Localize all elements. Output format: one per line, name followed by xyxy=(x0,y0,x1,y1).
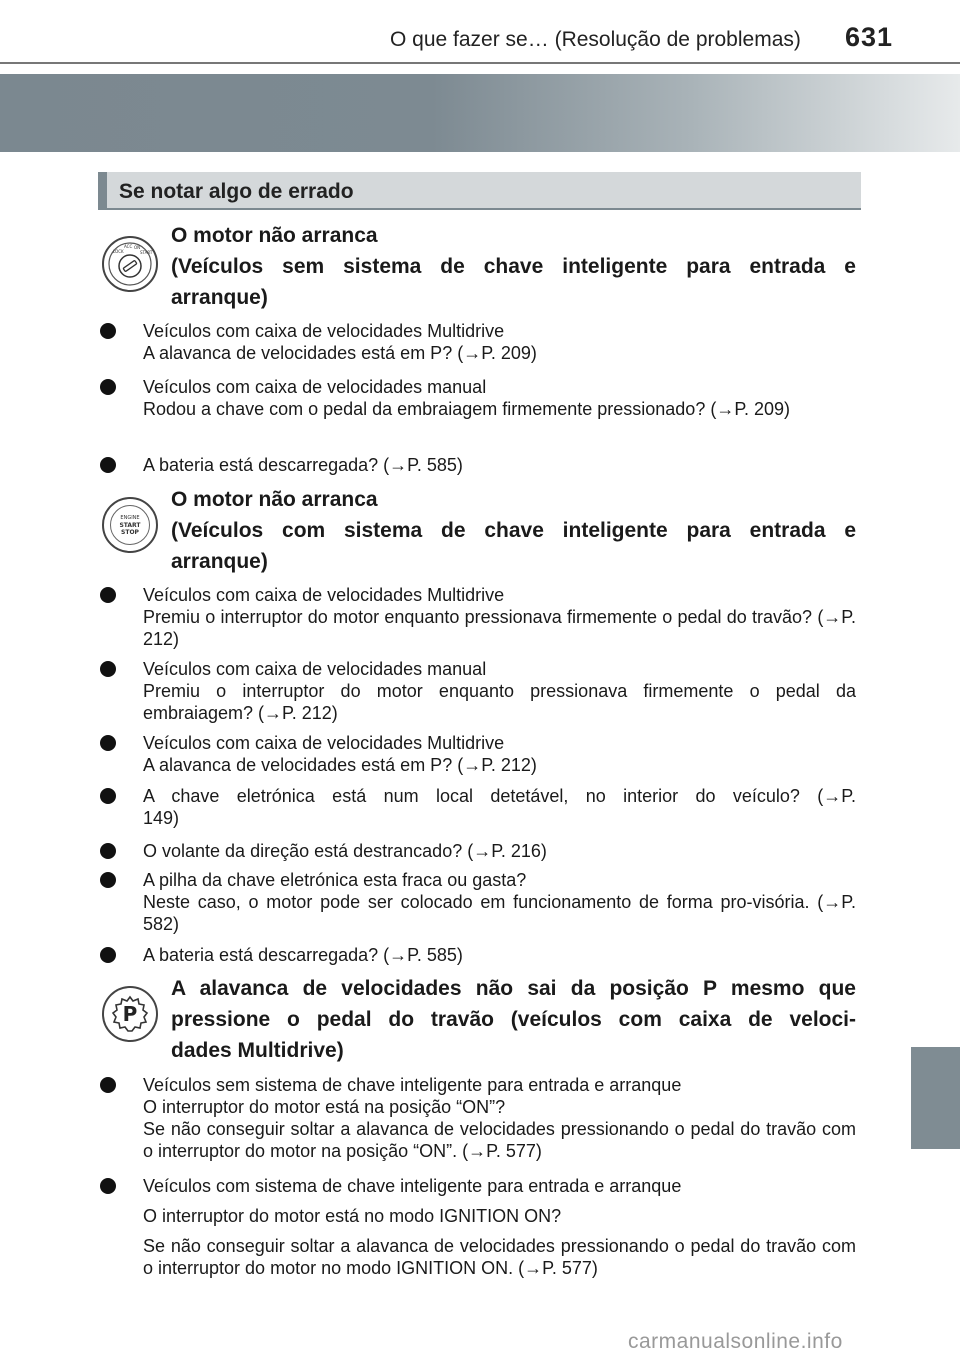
svg-text:ENGINE: ENGINE xyxy=(120,515,140,521)
section-title-bar xyxy=(98,172,861,210)
engine-start-stop-icon xyxy=(102,497,158,553)
section-title: Se notar algo de errado xyxy=(119,180,354,203)
bullet-icon xyxy=(100,788,116,804)
watermark: carmanualsonline.info xyxy=(628,1330,843,1353)
bullet-icon xyxy=(100,872,116,888)
svg-text:P: P xyxy=(122,1002,138,1026)
page-number: 631 xyxy=(845,22,894,52)
subsection-heading-3: A alavanca de velocidades não sai da posição P mesmo que pressione o pedal do travão (veículos com caixa de veloci- dades Multidrive) xyxy=(171,977,856,1062)
running-header: O que fazer se… (Resolução de problemas) xyxy=(390,28,801,51)
svg-text:STOP: STOP xyxy=(121,529,139,536)
svg-text:START: START xyxy=(140,250,153,255)
subsection-heading-2: O motor não arranca (Veículos com sistema de chave inteligente para entrada e arranque) xyxy=(171,488,856,573)
bullet-icon xyxy=(100,843,116,859)
svg-text:ACC: ACC xyxy=(124,244,133,249)
key-ignition-icon xyxy=(102,236,158,292)
svg-text:ON: ON xyxy=(134,245,141,250)
svg-text:START: START xyxy=(119,522,141,529)
bullet-icon xyxy=(100,661,116,677)
bullet-icon xyxy=(100,379,116,395)
bullet-icon xyxy=(100,457,116,473)
gear-p-icon xyxy=(102,986,158,1042)
bullet-icon xyxy=(100,323,116,339)
bullet-icon xyxy=(100,947,116,963)
chapter-side-tab xyxy=(911,1047,960,1149)
bullet-icon xyxy=(100,735,116,751)
bullet-icon xyxy=(100,1178,116,1194)
subsection-heading-1: O motor não arranca (Veículos sem sistema de chave inteligente para entrada e arranque) xyxy=(171,224,856,309)
bullet-icon xyxy=(100,587,116,603)
svg-text:LOCK: LOCK xyxy=(113,249,124,254)
chapter-banner xyxy=(0,74,960,152)
bullet-icon xyxy=(100,1077,116,1093)
header-rule xyxy=(0,62,960,64)
